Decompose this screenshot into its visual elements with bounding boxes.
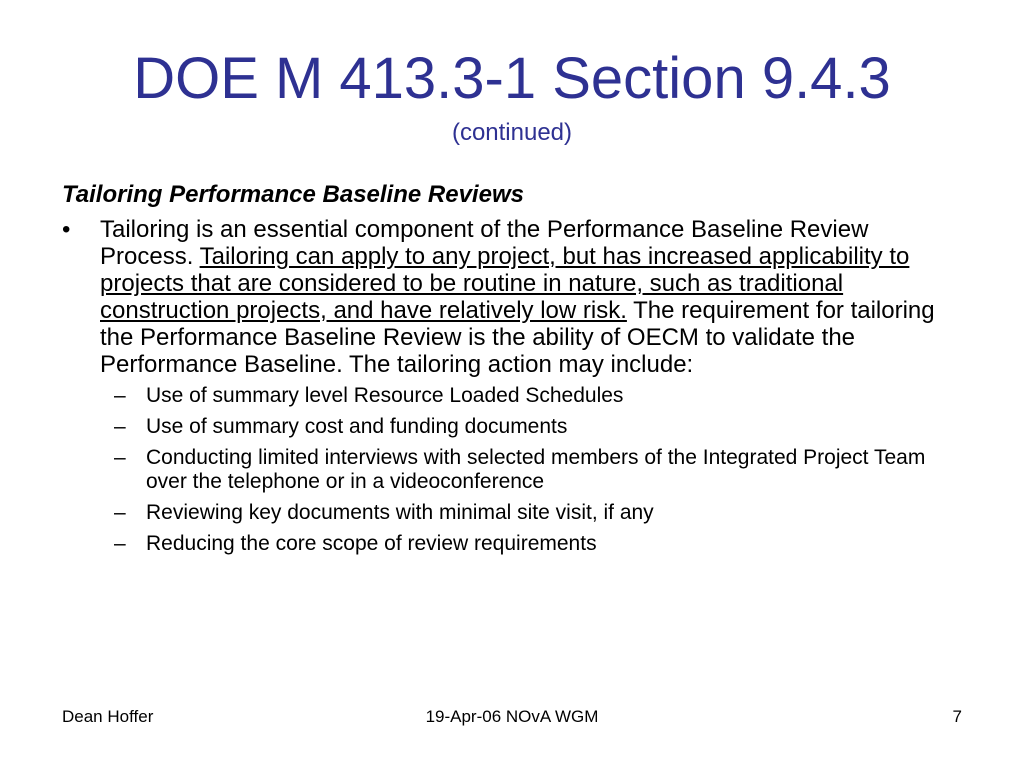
- slide-content: [62, 178, 962, 563]
- bullet-mark: •: [62, 216, 71, 243]
- footer-author: Dean Hoffer: [62, 707, 154, 726]
- dash-mark: –: [114, 384, 126, 407]
- dash-mark: –: [114, 501, 126, 524]
- sub-bullet-item: [62, 501, 962, 525]
- sub-bullet-list: [62, 384, 962, 556]
- bullet-text-underlined: Tailoring can apply to any project, but has increased applicability to projects that are considered to be routine in nature, such as traditional construction projects, and have relatively low risk.: [100, 243, 910, 324]
- sub-bullet-text: Reducing the core scope of review requirements: [146, 532, 597, 555]
- footer-page-number: 7: [952, 707, 962, 726]
- sub-bullet-item: [62, 384, 962, 408]
- sub-bullet-text: Reviewing key documents with minimal site visit, if any: [146, 501, 654, 524]
- sub-bullet-item: [62, 415, 962, 439]
- slide-subtitle: (continued): [451, 119, 573, 146]
- dash-mark: –: [114, 446, 126, 469]
- bullet-text-rest: The requirement for tailoring the Performance Baseline Review is the ability of OECM to validate the Performance Baseline. The tailoring action may include:: [100, 297, 935, 378]
- sub-bullet-text: Conducting limited interviews with selected members of the Integrated Project Team over the telephone or in a videoconference: [146, 446, 926, 493]
- dash-mark: –: [114, 415, 126, 438]
- sub-bullet-item: [62, 446, 962, 494]
- sub-bullet-item: [62, 532, 962, 556]
- bullet-item: [62, 216, 962, 378]
- sub-bullet-text: Use of summary level Resource Loaded Schedules: [146, 384, 624, 407]
- slide-title: DOE M 413.3-1 Section 9.4.3: [133, 46, 891, 111]
- dash-mark: –: [114, 532, 126, 555]
- footer-date-event: 19-Apr-06 NOvA WGM: [425, 707, 599, 726]
- sub-bullet-text: Use of summary cost and funding documents: [146, 415, 568, 438]
- section-heading: Tailoring Performance Baseline Reviews: [62, 181, 524, 208]
- bullet-text-intro: Tailoring is an essential component of the Performance Baseline Review Process.: [100, 216, 869, 270]
